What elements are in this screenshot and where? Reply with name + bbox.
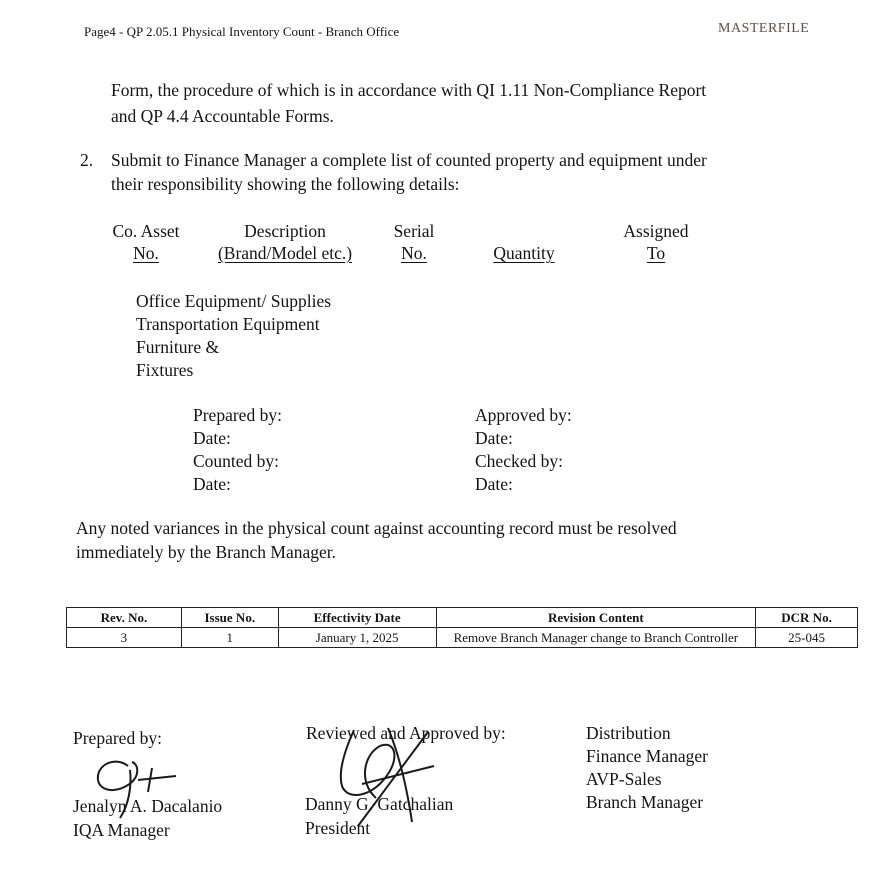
header-dcr-no: DCR No. <box>756 608 858 628</box>
para1-line2: and QP 4.4 Accountable Forms. <box>111 106 334 126</box>
cell-rev-no: 3 <box>67 628 182 648</box>
sign-right-line: Checked by: <box>475 451 563 471</box>
sign-left-line: Date: <box>193 428 231 448</box>
distribution-item: Branch Manager <box>586 792 704 812</box>
sign-right-line: Date: <box>475 428 513 448</box>
sign-right-block <box>475 404 572 496</box>
item2-number: 2. <box>80 150 94 170</box>
column-bottom: No. <box>133 243 159 263</box>
column-description <box>200 220 370 264</box>
sign-left-line: Counted by: <box>193 451 280 471</box>
column-top: Serial <box>393 221 435 241</box>
item2-line2: their responsibility showing the following details: <box>111 174 460 194</box>
reviewed-title: President <box>305 818 371 838</box>
header-issue-no: Issue No. <box>181 608 278 628</box>
column-quantity <box>478 220 570 264</box>
distribution-label: Distribution <box>586 723 671 743</box>
header-rev-no: Rev. No. <box>67 608 182 628</box>
category-item: Furniture & <box>136 337 220 357</box>
column-bottom: Quantity <box>493 243 555 263</box>
column-top: Description <box>244 221 326 241</box>
category-list <box>136 290 331 382</box>
distribution-item: Finance Manager <box>586 746 708 766</box>
sign-right-line: Date: <box>475 474 513 494</box>
table-row <box>67 628 858 648</box>
prepared-name: Jenalyn A. Dacalanio <box>73 796 223 816</box>
column-serial-no <box>378 220 450 264</box>
prepared-by-label: Prepared by: <box>73 728 162 748</box>
column-co-asset-no <box>100 220 192 264</box>
cell-issue-no: 1 <box>181 628 278 648</box>
column-assigned-to <box>610 220 702 264</box>
reviewed-name: Danny G. Gatchalian <box>305 794 454 814</box>
sign-left-line: Date: <box>193 474 231 494</box>
reviewed-by-label: Reviewed and Approved by: <box>306 723 506 743</box>
cell-revision-content: Remove Branch Manager change to Branch Controller <box>436 628 756 648</box>
para1-line1: Form, the procedure of which is in accordance with QI 1.11 Non-Compliance Report <box>111 80 707 100</box>
header-revision-content: Revision Content <box>436 608 756 628</box>
distribution-item: AVP-Sales <box>586 769 662 789</box>
cell-effectivity-date: January 1, 2025 <box>278 628 436 648</box>
variance-line2: immediately by the Branch Manager. <box>76 542 336 562</box>
masterfile-stamp: MASTERFILE <box>718 21 810 36</box>
column-top: Co. Asset <box>112 221 180 241</box>
column-bottom: (Brand/Model etc.) <box>217 243 353 263</box>
variance-line1: Any noted variances in the physical count against accounting record must be resolved <box>76 518 677 538</box>
distribution-block <box>586 722 708 814</box>
header-effectivity-date: Effectivity Date <box>278 608 436 628</box>
category-item: Transportation Equipment <box>136 314 320 334</box>
sign-left-line: Prepared by: <box>193 405 282 425</box>
column-bottom: No. <box>401 243 427 263</box>
page-header: Page4 - QP 2.05.1 Physical Inventory Count - Branch Office <box>84 24 400 39</box>
prepared-title: IQA Manager <box>73 820 170 840</box>
sign-left-block <box>193 404 282 496</box>
column-top <box>478 220 570 242</box>
cell-dcr-no: 25-045 <box>756 628 858 648</box>
category-item: Office Equipment/ Supplies <box>136 291 332 311</box>
revision-table <box>66 607 858 648</box>
column-bottom: To <box>646 243 666 263</box>
column-top: Assigned <box>623 221 689 241</box>
item2-line1: Submit to Finance Manager a complete list of counted property and equipment under <box>111 150 707 170</box>
revision-header-row <box>67 608 858 628</box>
sign-right-line: Approved by: <box>475 405 572 425</box>
category-item: Fixtures <box>136 360 194 380</box>
